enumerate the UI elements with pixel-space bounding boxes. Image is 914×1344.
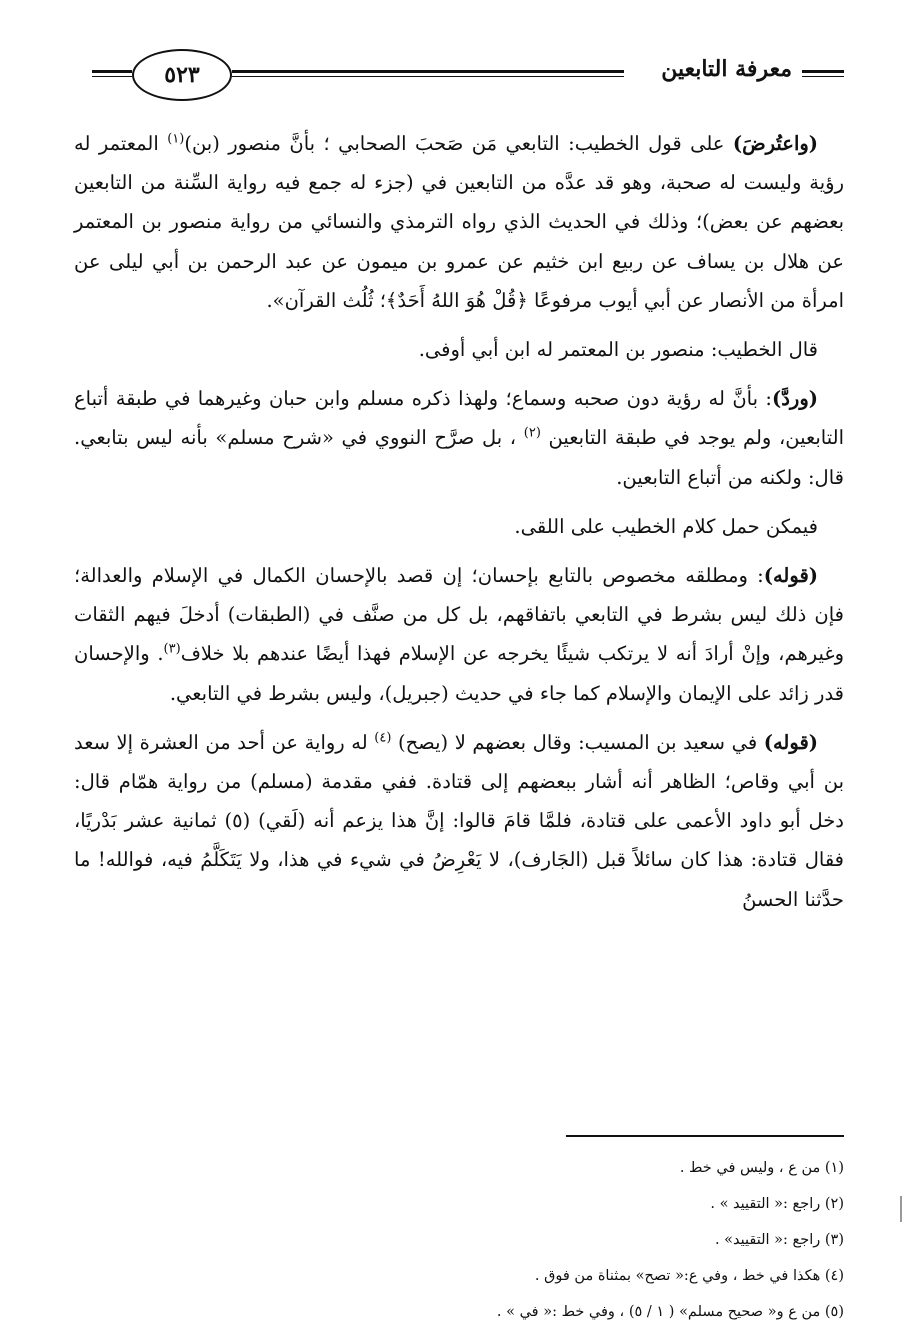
main-text <box>74 124 844 929</box>
paragraph-text-cont: له رواية عن أحد من العشرة إلا سعد بن أبي وقاص؛ الظاهر أنه أشار ببعضهم إلى قتادة. ففي مقدمة (مسلم) من رواية همّام قال: دخل أبو داود الأعمى على قتادة، فلمَّا قامَ قالوا: إنَّ هذا يزعم أنه (لَقي) (٥) ثمانية عشر بَدْريًا، فقال قتادة: هذا كان سائلاً قبل (الجَارف)، لا يَعْرِضُ في شيء في هذا، ولا يَتَكَلَّمُ فيه، فوالله! ما حدَّثنا الحسنُ <box>74 730 844 911</box>
paragraph-lead: (وردَّ) <box>772 387 818 411</box>
paragraph-text: فيمكن حمل كلام الخطيب على اللقى. <box>514 514 818 538</box>
paragraph-6 <box>74 723 844 919</box>
paragraph-2 <box>74 330 844 369</box>
paragraph-5 <box>74 556 844 713</box>
paragraph-text: على قول الخطيب: التابعي مَن صَحبَ الصحابي ؛ بأنَّ منصور (بن) <box>184 132 733 155</box>
footnote-ref: (٤) <box>374 730 392 746</box>
footnote-separator <box>566 1135 844 1137</box>
paragraph-text-cont: . والإحسان قدر زائد على الإيمان والإسلام كما جاء في حديث (جبريل)، وليس بشرط في التابعي. <box>74 642 844 705</box>
paragraph-4 <box>74 507 844 546</box>
chapter-title: معرفة التابعين <box>661 56 792 82</box>
header-rule-right <box>802 70 844 77</box>
paragraph-text: : بأنَّ له رؤية دون صحبه وسماع؛ ولهذا ذكره مسلم وابن حبان وغيرهما في طبقة أتباع التابعين، ولم يوجد في طبقة التابعين <box>74 387 844 450</box>
header-rule-middle <box>232 70 624 77</box>
paragraph-text: في سعيد بن المسيب: وقال بعضهم لا (يصح) <box>391 730 764 754</box>
footnote-ref: (٣) <box>163 641 181 657</box>
footnote-3: (٣) راجع :« التقييد» . <box>714 1232 844 1248</box>
paragraph-text: قال الخطيب: منصور بن المعتمر له ابن أبي أوفى. <box>418 338 818 362</box>
paragraph-text-cont: المعتمر له رؤية وليست له صحبة، وهو قد عدَّه من التابعين في (جزء له جمع فيه رواية السِّنة من التابعين بعضهم عن بعض)؛ وذلك في الحديث الذي رواه الترمذي والنسائي من رواية منصور بن المعتمر عن هلال بن يساف عن ربيع ابن خثيم عن عمرو بن ميمون عن عبد الرحمن بن أبي ليلى عن امرأة من الأنصار عن أبي أيوب مرفوعًا ﴿قُلْ هُوَ اللهُ أَحَدٌ﴾؛ ثُلُث القرآن». <box>74 132 844 312</box>
header-rule-left <box>92 70 132 77</box>
paragraph-text-cont: ، بل صرَّح النووي في «شرح مسلم» بأنه ليس بتابعي. قال: ولكنه من أتباع التابعين. <box>74 426 844 489</box>
paragraph-lead: (قوله) <box>763 564 818 588</box>
paragraph-text: : ومطلقه مخصوص بالتابع بإحسان؛ إن قصد بالإحسان الكمال في الإسلام والعدالة؛ فإن ذلك ليس بشرط في التابعي باتفاقهم، بل كل من صنَّف في (الطبقات) أدخلَ فيهم الثقات وغيرهم، وإنْ أرادَ أنه لا يرتكب شيئًا يخرجه عن الإسلام فهذا أيضًا عندهم بلا خلاف <box>74 564 844 666</box>
paragraph-lead: (واعتُرضَ) <box>732 132 819 155</box>
footnotes <box>284 1150 844 1330</box>
footnote-2: (٢) راجع :« التقييد » . <box>710 1196 844 1212</box>
paragraph-3 <box>74 379 844 497</box>
footnote-ref: (٢) <box>523 425 541 441</box>
running-header <box>92 44 844 104</box>
footnote-1: (١) من ع ، وليس في خط . <box>679 1160 844 1176</box>
scan-margin-mark <box>900 1196 902 1222</box>
footnote-ref: (١) <box>167 131 185 147</box>
footnote-4: (٤) هكذا في خط ، وفي ع:« تصح» بمثناة من فوق . <box>534 1268 844 1284</box>
paragraph-1 <box>74 124 844 320</box>
paragraph-lead: (قوله) <box>763 730 818 754</box>
footnote-5: (٥) من ع و« صحيح مسلم» ( ١ / ٥) ، وفي خط :« في » . <box>496 1304 844 1320</box>
page-number: ٥٢٣ <box>132 49 232 101</box>
